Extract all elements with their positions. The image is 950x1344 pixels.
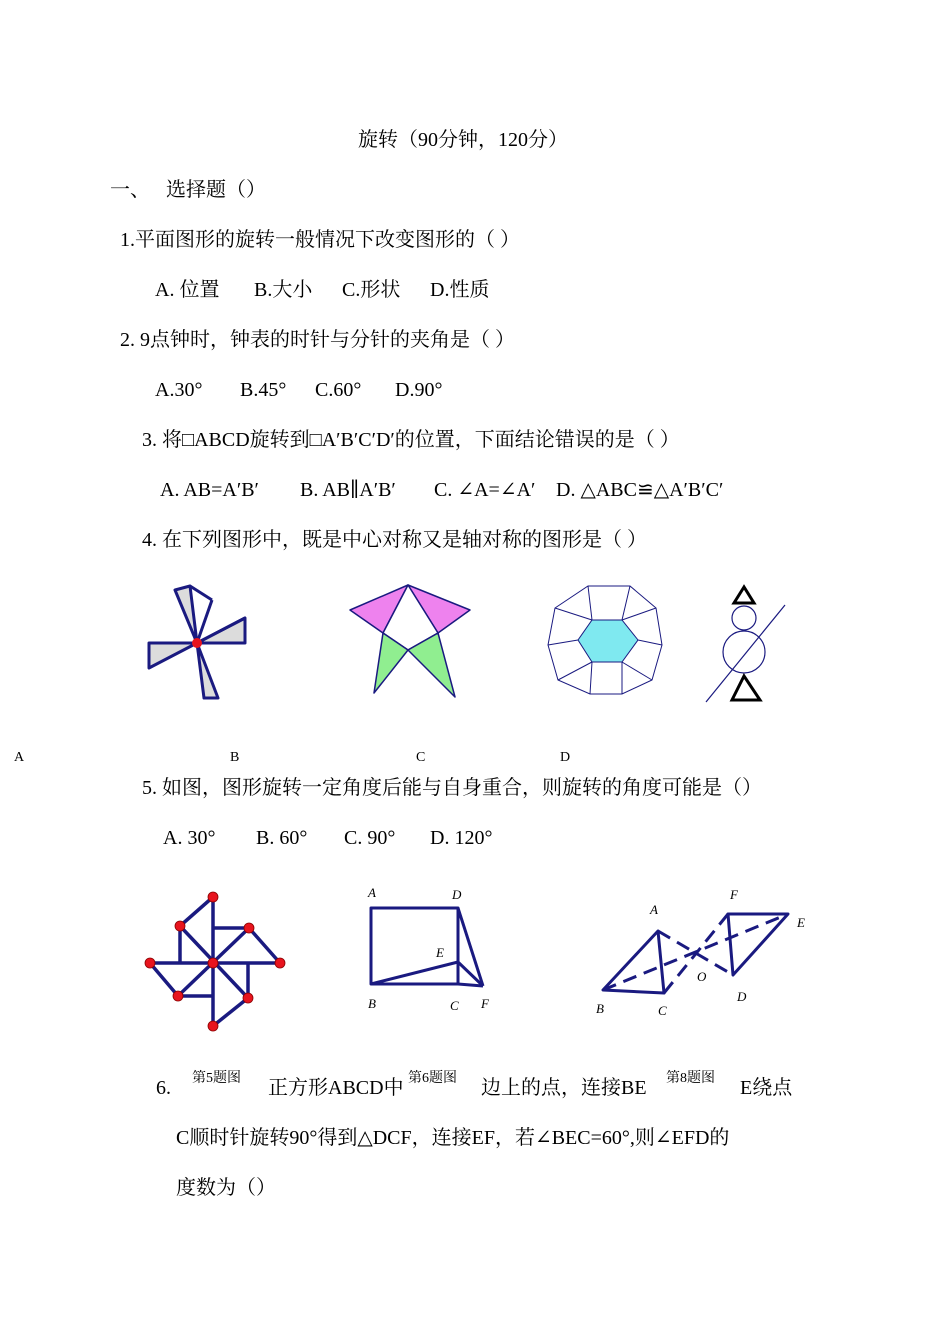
- q4-label-c: C: [416, 750, 426, 765]
- q3-stem: 3. 将□ABCD旋转到□A′B′C′D′的位置，下面结论错误的是（ ）: [142, 429, 680, 451]
- section-label: 选择题（）: [166, 179, 266, 201]
- q6-line1-num: 6.: [156, 1077, 171, 1099]
- q1-option-c: C.形状: [342, 279, 401, 301]
- q2-option-c: C.60°: [315, 379, 362, 401]
- q5-option-c: C. 90°: [344, 827, 396, 849]
- q4-figure-d: [0, 580, 950, 720]
- q4-label-b: B: [230, 750, 240, 765]
- caption-fig5: 第5题图: [192, 1071, 241, 1086]
- q2-option-d: D.90°: [395, 379, 443, 401]
- fig8-label-b: B: [596, 1001, 604, 1016]
- q3-option-b: B. AB∥A′B′: [300, 479, 396, 501]
- q2-option-b: B.45°: [240, 379, 287, 401]
- q6-line2: C顺时针旋转90°得到△DCF，连接EF，若∠BEC=60°,则∠EFD的: [176, 1127, 730, 1149]
- fig6-label-d: D: [452, 887, 462, 902]
- q3-option-d: D. △ABC≌△A′B′C′: [556, 479, 724, 501]
- q5-option-a: A. 30°: [163, 827, 216, 849]
- page-title: 旋转（90分钟，120分）: [358, 129, 568, 151]
- q1-option-b: B.大小: [254, 279, 313, 301]
- q5-option-d: D. 120°: [430, 827, 493, 849]
- q3-option-a: A. AB=A′B′: [160, 479, 259, 501]
- q6-line3: 度数为（）: [176, 1177, 276, 1199]
- q1-stem: 1.平面图形的旋转一般情况下改变图形的（ ）: [120, 229, 520, 251]
- fig6-label-e: E: [436, 945, 444, 960]
- q2-option-a: A.30°: [155, 379, 203, 401]
- fig6-label-f: F: [481, 996, 489, 1011]
- q1-option-a: A. 位置: [155, 279, 220, 301]
- fig8-label-a: A: [650, 902, 658, 917]
- q8-triangles-figure: [0, 880, 950, 1040]
- q3-option-c: C. ∠A=∠A′: [434, 479, 536, 501]
- fig6-label-b: B: [368, 996, 376, 1011]
- caption-fig6: 第6题图: [408, 1071, 457, 1086]
- q6-line1-part-c: 边上的点，连接BE: [481, 1077, 647, 1099]
- q5-option-b: B. 60°: [256, 827, 308, 849]
- fig6-label-a: A: [368, 885, 376, 900]
- q1-option-d: D.性质: [430, 279, 490, 301]
- q4-stem: 4. 在下列图形中，既是中心对称又是轴对称的图形是（ ）: [142, 529, 647, 551]
- caption-fig8: 第8题图: [666, 1071, 715, 1086]
- q2-stem: 2. 9点钟时，钟表的时针与分针的夹角是（ ）: [120, 329, 515, 351]
- section-number: 一、: [110, 179, 150, 201]
- q6-line1-part-b: 正方形ABCD中: [268, 1077, 404, 1099]
- fig8-label-e: E: [797, 915, 805, 930]
- fig8-label-c: C: [658, 1003, 667, 1018]
- fig8-label-f: F: [730, 887, 738, 902]
- fig6-label-c: C: [450, 998, 459, 1013]
- fig8-label-o: O: [697, 969, 707, 984]
- q6-line1-part-d: E绕点: [740, 1077, 793, 1099]
- q4-label-a: A: [14, 750, 25, 765]
- q5-stem: 5. 如图，图形旋转一定角度后能与自身重合，则旋转的角度可能是（）: [142, 777, 762, 799]
- q4-label-d: D: [560, 750, 571, 765]
- fig8-label-d: D: [737, 989, 747, 1004]
